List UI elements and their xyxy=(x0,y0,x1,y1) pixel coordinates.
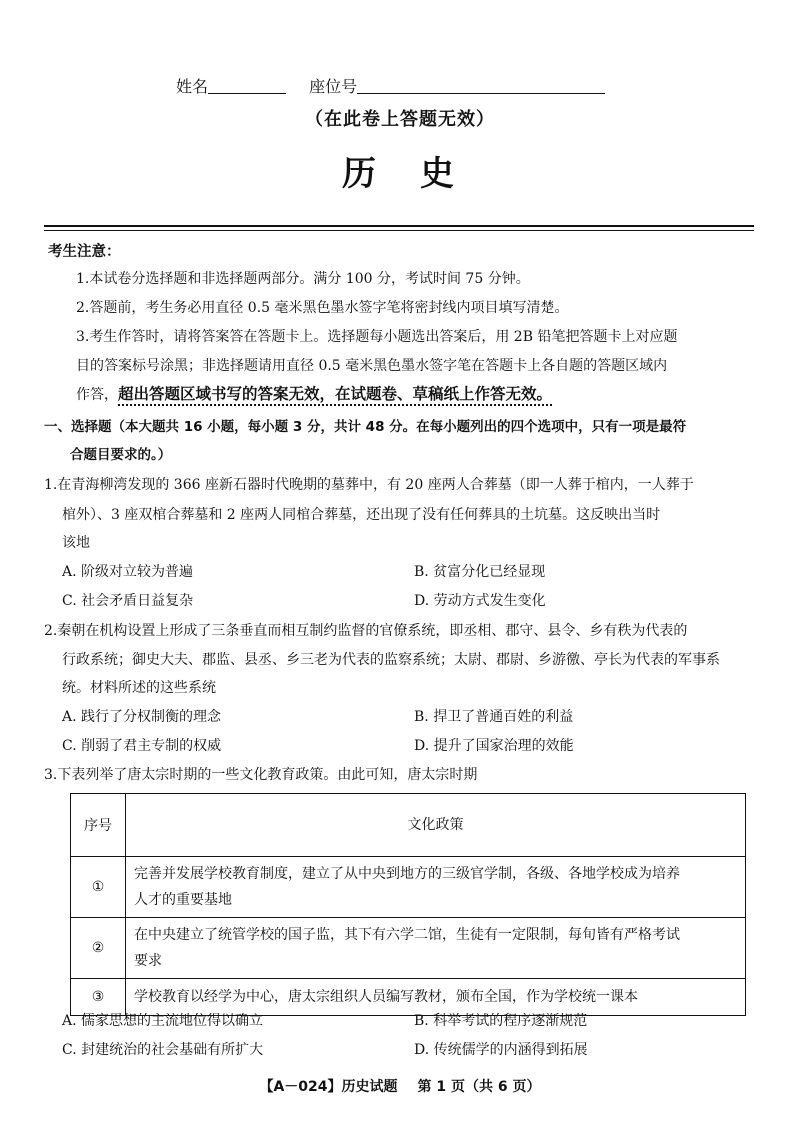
row-policy-line-2: 要求 xyxy=(134,953,162,969)
seat-label: 座位号 xyxy=(309,77,358,96)
notice-item-1: 1.本试卷分选择题和非选择题两部分。满分 100 分，考试时间 75 分钟。 xyxy=(76,271,530,287)
table-row xyxy=(71,918,746,979)
q1-option-c: C. 社会矛盾日益复杂 xyxy=(62,593,194,609)
policy-table xyxy=(70,793,746,1016)
row-number: ③ xyxy=(71,979,126,1016)
q1-option-a: A. 阶级对立较为普遍 xyxy=(62,564,194,580)
row-policy-line-1: 学校教育以经学为中心，唐太宗组织人员编写教材，颁布全国，作为学校统一课本 xyxy=(134,989,638,1005)
q3-option-c: C. 封建统治的社会基础有所扩大 xyxy=(62,1042,264,1058)
q2-option-d: D. 提升了国家治理的效能 xyxy=(414,738,574,754)
divider-thick xyxy=(44,225,754,227)
q2-option-a: A. 践行了分权制衡的理念 xyxy=(62,709,222,725)
table-header-row xyxy=(71,794,746,857)
notice-emphasis: 超出答题区域书写的答案无效，在试题卷、草稿纸上作答无效。 xyxy=(118,385,553,403)
row-policy-line-1: 完善并发展学校教育制度，建立了从中央到地方的三级官学制，各级、各地学校成为培养 xyxy=(134,866,680,882)
q2-stem-line-1: 2.秦朝在机构设置上形成了三条垂直而相互制约监督的官僚系统，即丞相、郡守、县令、乡有秩为代表的 xyxy=(44,623,688,639)
header-fields xyxy=(176,74,605,97)
q1-stem-line-2: 棺外）、3 座双棺合葬墓和 2 座两人同棺合葬墓，还出现了没有任何葬具的土坑墓。这反映出当时 xyxy=(62,507,661,523)
row-number: ② xyxy=(71,918,126,979)
notice-item-3-line-2: 目的答案标号涂黑；非选择题请用直径 0.5 毫米黑色墨水签字笔在答题卡上各自题的答题区域内 xyxy=(76,358,668,374)
divider-thin xyxy=(44,230,754,231)
row-policy-line-1: 在中央建立了统管学校的国子监，其下有六学二馆，生徒有一定限制，每旬皆有严格考试 xyxy=(134,927,680,943)
q2-stem-line-3: 统。材料所述的这些系统 xyxy=(62,680,216,696)
row-number: ① xyxy=(71,857,126,918)
q3-option-a: A. 儒家思想的主流地位得以确立 xyxy=(62,1013,264,1029)
q3-option-d: D. 传统儒学的内涵得到拓展 xyxy=(414,1042,588,1058)
section-heading-line-1: 一、选择题（本大题共 16 小题，每小题 3 分，共计 48 分。在每小题列出的四个选项中，只有一项是最符 xyxy=(44,419,687,435)
footer-page: 第 1 页（共 6 页） xyxy=(417,1079,541,1095)
row-policy xyxy=(126,857,746,918)
table-row xyxy=(71,979,746,1016)
row-policy xyxy=(126,918,746,979)
table-row xyxy=(71,857,746,918)
table-header-policy: 文化政策 xyxy=(126,794,746,857)
row-policy-line-2: 人才的重要基地 xyxy=(134,892,232,908)
q2-option-c: C. 削弱了君主专制的权威 xyxy=(62,738,222,754)
q3-stem: 3.下表列举了唐太宗时期的一些文化教育政策。由此可知，唐太宗时期 xyxy=(44,767,478,783)
section-heading-line-2: 合题目要求的。） xyxy=(70,447,172,463)
notice-item-3-prefix: 作答， xyxy=(76,387,118,403)
row-policy xyxy=(126,979,746,1016)
q1-option-b: B. 贫富分化已经显现 xyxy=(414,564,546,580)
table-header-no: 序号 xyxy=(71,794,126,857)
footer-code: 【A－024】历史试题 xyxy=(259,1079,398,1095)
q1-option-d: D. 劳动方式发生变化 xyxy=(414,593,546,609)
q3-option-b: B. 科举考试的程序逐渐规范 xyxy=(414,1013,588,1029)
page-footer xyxy=(0,1076,800,1096)
subject-title: 历史 xyxy=(342,154,498,194)
notice-title: 考生注意： xyxy=(48,244,121,260)
name-blank xyxy=(208,79,286,94)
notice-item-2: 2.答题前，考生务必用直径 0.5 毫米黑色墨水签字笔将密封线内项目填写清楚。 xyxy=(76,300,569,316)
q2-stem-line-2: 行政系统；御史大夫、郡监、县丞、乡三老为代表的监察系统；太尉、郡尉、乡游徼、亭长为代表的军事系 xyxy=(62,652,720,668)
q2-option-b: B. 捍卫了普通百姓的利益 xyxy=(414,709,574,725)
q1-stem-line-3: 该地 xyxy=(62,535,90,551)
notice-item-3-line-1: 3.考生作答时，请将答案答在答题卡上。选择题每小题选出答案后，用 2B 铅笔把答题卡上对应题 xyxy=(76,329,678,345)
notice-item-3-line-3 xyxy=(76,385,552,404)
seat-blank xyxy=(357,79,605,94)
q1-stem-line-1: 1.在青海柳湾发现的 366 座新石器时代晚期的墓葬中，有 20 座两人合葬墓（即一人葬于棺内，一人葬于 xyxy=(44,477,694,493)
name-label: 姓名 xyxy=(176,77,209,96)
invalid-note: （在此卷上答题无效） xyxy=(305,109,495,130)
